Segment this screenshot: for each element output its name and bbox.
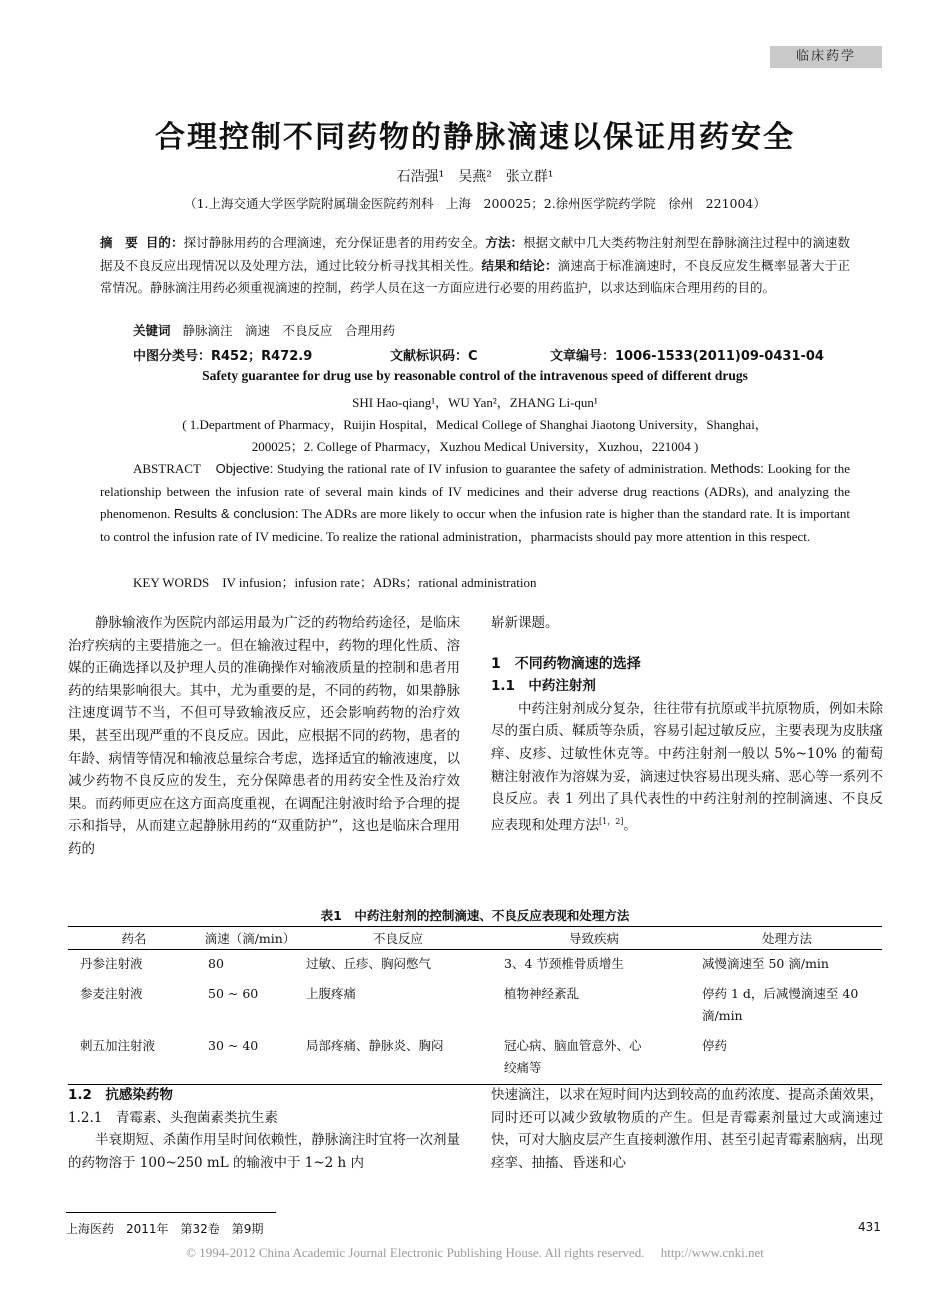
table-cell: 减慢滴速至 50 滴/min	[702, 956, 829, 971]
keywords-zh	[133, 320, 883, 343]
authors-en: SHI Hao-qiang¹，WU Yan²，ZHANG Li-qun¹	[352, 395, 598, 410]
table-cell: 刺五加注射液	[68, 1032, 200, 1085]
table-header-speed: 滴速（滴/min）	[200, 927, 300, 950]
objective-label: 目的：	[145, 235, 184, 250]
table-cell: 丹参注射液	[80, 956, 143, 971]
results-label: 结果和结论：	[481, 257, 558, 273]
table-cell: 80	[208, 956, 224, 971]
table-row	[68, 1032, 882, 1085]
section-1-2-heading: 1.2 抗感染药物	[68, 1087, 173, 1103]
table-cell: 停药 1 d，后减慢滴速至 40 滴/min	[702, 986, 859, 1023]
section-1-2-1-continued: 快速滴注，以求在短时间内达到较高的血药浓度、提高杀菌效果，同时还可以减少致敏物质的产生。但是青霉素剂量过大或滴速过快，可对大脑皮层产生直接刺激作用、甚至引起青霉素脑病，出现痉挛、抽搐、昏迷和心	[491, 1087, 883, 1171]
authors-zh: 石浩强¹ 吴燕² 张立群¹	[396, 169, 554, 185]
journal-footer: 上海医药 2011年 第32卷 第9期	[66, 1222, 264, 1236]
methods-text: 根据文献中几大类药物注射剂型在静脉滴注过程中的滴速数据及不良反应出现情况以及处理方法，通过比较分析寻找其相关性。	[100, 235, 850, 273]
classification-number: 中图分类号：R452；R472.9	[133, 349, 313, 364]
section-1-1-text: 中药注射剂成分复杂，往往带有抗原或半抗原物质，例如未除尽的蛋白质、鞣质等杂质，容易引起过敏反应，主要表现为皮肤瘙痒、皮疹、过敏性休克等。中药注射剂一般以 5%~10% 的葡萄糖注射液作为溶媒为妥，滴速过快容易出现头痛、恶心等一系列不良反应。表 1 列出了具代表性的中药注射剂的控制滴速、不良反应表现和处理方法[1，2]。	[491, 700, 883, 834]
section-tag: 临床药学	[770, 46, 882, 68]
intro-column-right	[491, 612, 883, 837]
table-cell: 冠心病、脑血管意外、心绞痛等	[496, 1032, 692, 1085]
table-cell: 3、4 节颈椎骨质增生	[504, 956, 624, 971]
abstract-label: 摘 要	[100, 235, 138, 250]
page-number: 431	[858, 1220, 881, 1234]
intro-paragraph: 静脉输液作为医院内部运用最为广泛的药物给药途径，是临床治疗疾病的主要措施之一。但在输液过程中，药物的理化性质、溶媒的正确选择以及护理人员的准确操作对输液质量的控制和患者用药的结果影响很大。其中，尤为重要的是，不同的药物，如果静脉注速度调节不当，不但可导致输液反应，还会影响药物的治疗效果，甚至出现严重的不良反应。因此，应根据不同的药物，患者的年龄、病情等情况和输液总量综合考虑，选择适宜的输液速度，以减少药物不良反应的发生，充分保障患者的用药安全性及治疗效果。而药师更应在这方面高度重视，在调配注射液时给予合理的提示和指导，从而建立起静脉用药的“双重防护”，这也是临床合理用药的	[68, 615, 460, 857]
objective-en-label: Objective:	[215, 461, 274, 476]
results-en-text: The ADRs are more likely to occur when the infusion rate is higher than the standard rate. It is important to control the infusion rate of IV medicine. To realize the rational administration，pharmacists should pay more attention in this respect.	[100, 506, 851, 544]
methods-en-text: Looking for the relationship between the infusion rate of several main kinds of IV medicines and their adverse drug reactions (ADRs), and analyzing the phenomenon.	[100, 461, 851, 521]
table-cell: 参麦注射液	[80, 986, 143, 1001]
table-header-treatment: 处理方法	[692, 927, 882, 950]
methods-en-label: Methods:	[710, 461, 764, 476]
table-cell: 30 ~ 40	[200, 1032, 300, 1085]
results-text: 滴速高于标准滴速时，不良反应发生概率显著大于正常情况。静脉滴注用药必须重视滴速的控制，药学人员在这一方面应进行必要的用药监护，以求达到临床合理用药的目的。	[100, 257, 850, 295]
article-number: 文章编号：1006-1533(2011)09-0431-04	[550, 349, 824, 364]
footer-divider	[66, 1212, 276, 1213]
objective-text: 探讨静脉用药的合理滴速，充分保证患者的用药安全。	[183, 235, 486, 250]
table-header-drug: 药名	[68, 927, 200, 950]
table-row	[68, 950, 882, 981]
section-1-2-1-text: 半衰期短、杀菌作用呈时间依赖性，静脉滴注时宜将一次剂量的药物溶于 100~250 mL 的输液中于 1~2 h 内	[68, 1132, 460, 1171]
table-header-adr: 不良反应	[300, 927, 496, 950]
table-cell: 过敏、丘疹、胸闷憋气	[306, 956, 432, 971]
abstract-en-label: ABSTRACT	[133, 461, 201, 476]
affiliation-zh: （1.上海交通大学医学院附属瑞金医院药剂科 上海 200025；2.徐州医学院药学院 徐州 221004）	[184, 196, 766, 211]
affiliation-en-line2: 200025；2. College of Pharmacy，Xuzhou Medical University，Xuzhou，221004 )	[251, 439, 699, 454]
keywords-zh-text: 静脉滴注 滴速 不良反应 合理用药	[182, 323, 395, 338]
title-en: Safety guarantee for drug use by reasonable control of the intravenous speed of different drugs	[202, 368, 748, 383]
table-header-row	[68, 927, 882, 950]
abstract-en	[100, 458, 850, 548]
table-cell: 停药	[692, 1032, 882, 1085]
section-1-2-right	[491, 1084, 883, 1174]
table-cell: 上腹疼痛	[306, 986, 357, 1001]
section-1-1-heading: 1.1 中药注射剂	[491, 678, 596, 695]
document-code: 文献标识码：C	[390, 349, 478, 364]
affiliation-en	[100, 414, 850, 458]
abstract-zh	[100, 232, 850, 300]
methods-label: 方法：	[485, 235, 524, 250]
table-1-caption: 表1 中药注射剂的控制滴速、不良反应表现和处理方法	[320, 908, 630, 923]
copyright-watermark: © 1994-2012 China Academic Journal Electronic Publishing House. All rights reserved. http://www.cnki.net	[186, 1245, 764, 1260]
section-1-heading: 1 不同药物滴速的选择	[491, 655, 641, 672]
keywords-en-text: IV infusion；infusion rate；ADRs；rational administration	[222, 575, 537, 590]
citation: [1，2]	[599, 816, 624, 826]
table-row	[68, 980, 882, 1032]
affiliation-en-line1: ( 1.Department of Pharmacy，Ruijin Hospital，Medical College of Shanghai Jiaotong University，Shanghai，	[182, 417, 768, 432]
table-header-disease: 导致疾病	[496, 927, 692, 950]
keywords-zh-label: 关键词	[133, 323, 171, 338]
section-1-2-1-heading: 1.2.1 青霉素、头孢菌素类抗生素	[68, 1109, 278, 1126]
results-en-label: Results & conclusion:	[173, 506, 299, 521]
table-cell: 植物神经紊乱	[504, 986, 580, 1001]
objective-en-text: Studying the rational rate of IV infusion to guarantee the safety of administration.	[273, 461, 707, 476]
table-cell: 50 ~ 60	[208, 986, 259, 1001]
table-cell: 局部疼痛、静脉炎、胸闷	[300, 1032, 496, 1085]
article-title: 合理控制不同药物的静脉滴速以保证用药安全	[155, 120, 795, 155]
intro-column-left	[68, 612, 460, 861]
intro-continued: 崭新课题。	[491, 615, 559, 631]
keywords-en-label: KEY WORDS	[133, 575, 210, 590]
table-1	[68, 926, 882, 1085]
keywords-en	[133, 572, 536, 591]
section-1-2-left	[68, 1084, 460, 1174]
